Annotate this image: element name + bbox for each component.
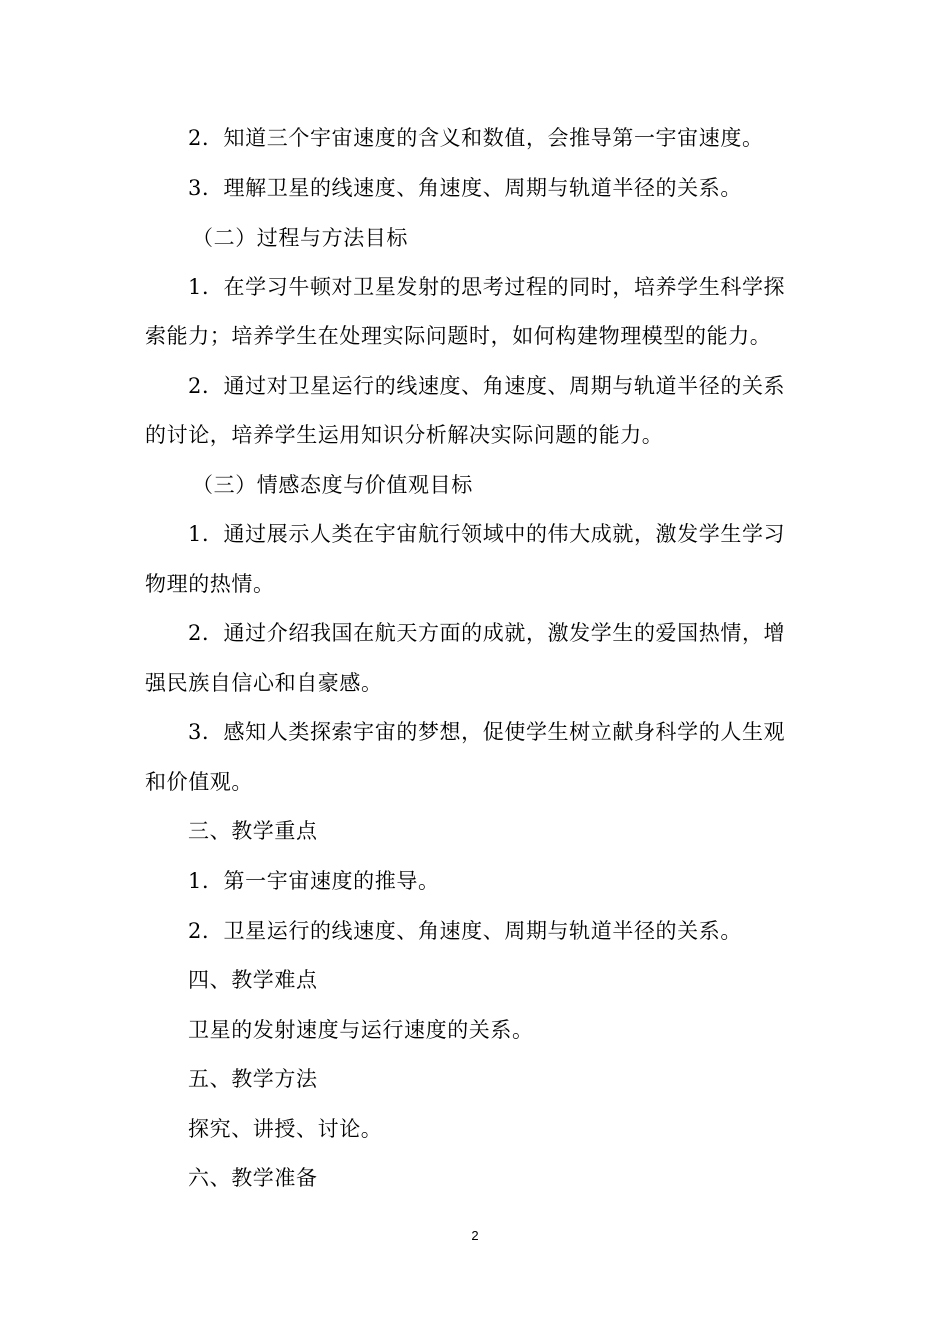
paragraph-line: 卫星的发射速度与运行速度的关系。	[188, 1018, 534, 1042]
section-heading: 四、教学难点	[188, 968, 318, 992]
paragraph-line: 3．感知人类探索宇宙的梦想，促使学生树立献身科学的人生观	[188, 720, 786, 744]
paragraph-line: 1．通过展示人类在宇宙航行领域中的伟大成就，激发学生学习	[188, 522, 786, 546]
paragraph-line: 2．卫星运行的线速度、角速度、周期与轨道半径的关系。	[188, 919, 742, 943]
section-heading: 五、教学方法	[188, 1067, 318, 1091]
paragraph-line: 物理的热情。	[145, 572, 275, 596]
page-number: 2	[471, 1228, 479, 1243]
paragraph-line: 1．第一宇宙速度的推导。	[188, 869, 440, 893]
paragraph-line: 索能力；培养学生在处理实际问题时，如何构建物理模型的能力。	[145, 324, 772, 348]
section-heading: 六、教学准备	[188, 1166, 318, 1190]
paragraph-line: 2．通过对卫星运行的线速度、角速度、周期与轨道半径的关系	[188, 374, 786, 398]
paragraph-line: 3．理解卫星的线速度、角速度、周期与轨道半径的关系。	[188, 176, 742, 200]
paragraph-line: 和价值观。	[145, 770, 253, 794]
paragraph-line: 的讨论，培养学生运用知识分析解决实际问题的能力。	[145, 423, 664, 447]
paragraph-line: 2．知道三个宇宙速度的含义和数值，会推导第一宇宙速度。	[188, 126, 764, 150]
section-heading: （二）过程与方法目标	[192, 226, 408, 250]
paragraph-line: 2．通过介绍我国在航天方面的成就，激发学生的爱国热情，增	[188, 621, 786, 645]
paragraph-line: 1．在学习牛顿对卫星发射的思考过程的同时，培养学生科学探	[188, 275, 786, 299]
section-heading: 三、教学重点	[188, 819, 318, 843]
paragraph-line: 探究、讲授、讨论。	[188, 1117, 383, 1141]
paragraph-line: 强民族自信心和自豪感。	[145, 671, 383, 695]
section-heading: （三）情感态度与价值观目标	[192, 473, 473, 497]
